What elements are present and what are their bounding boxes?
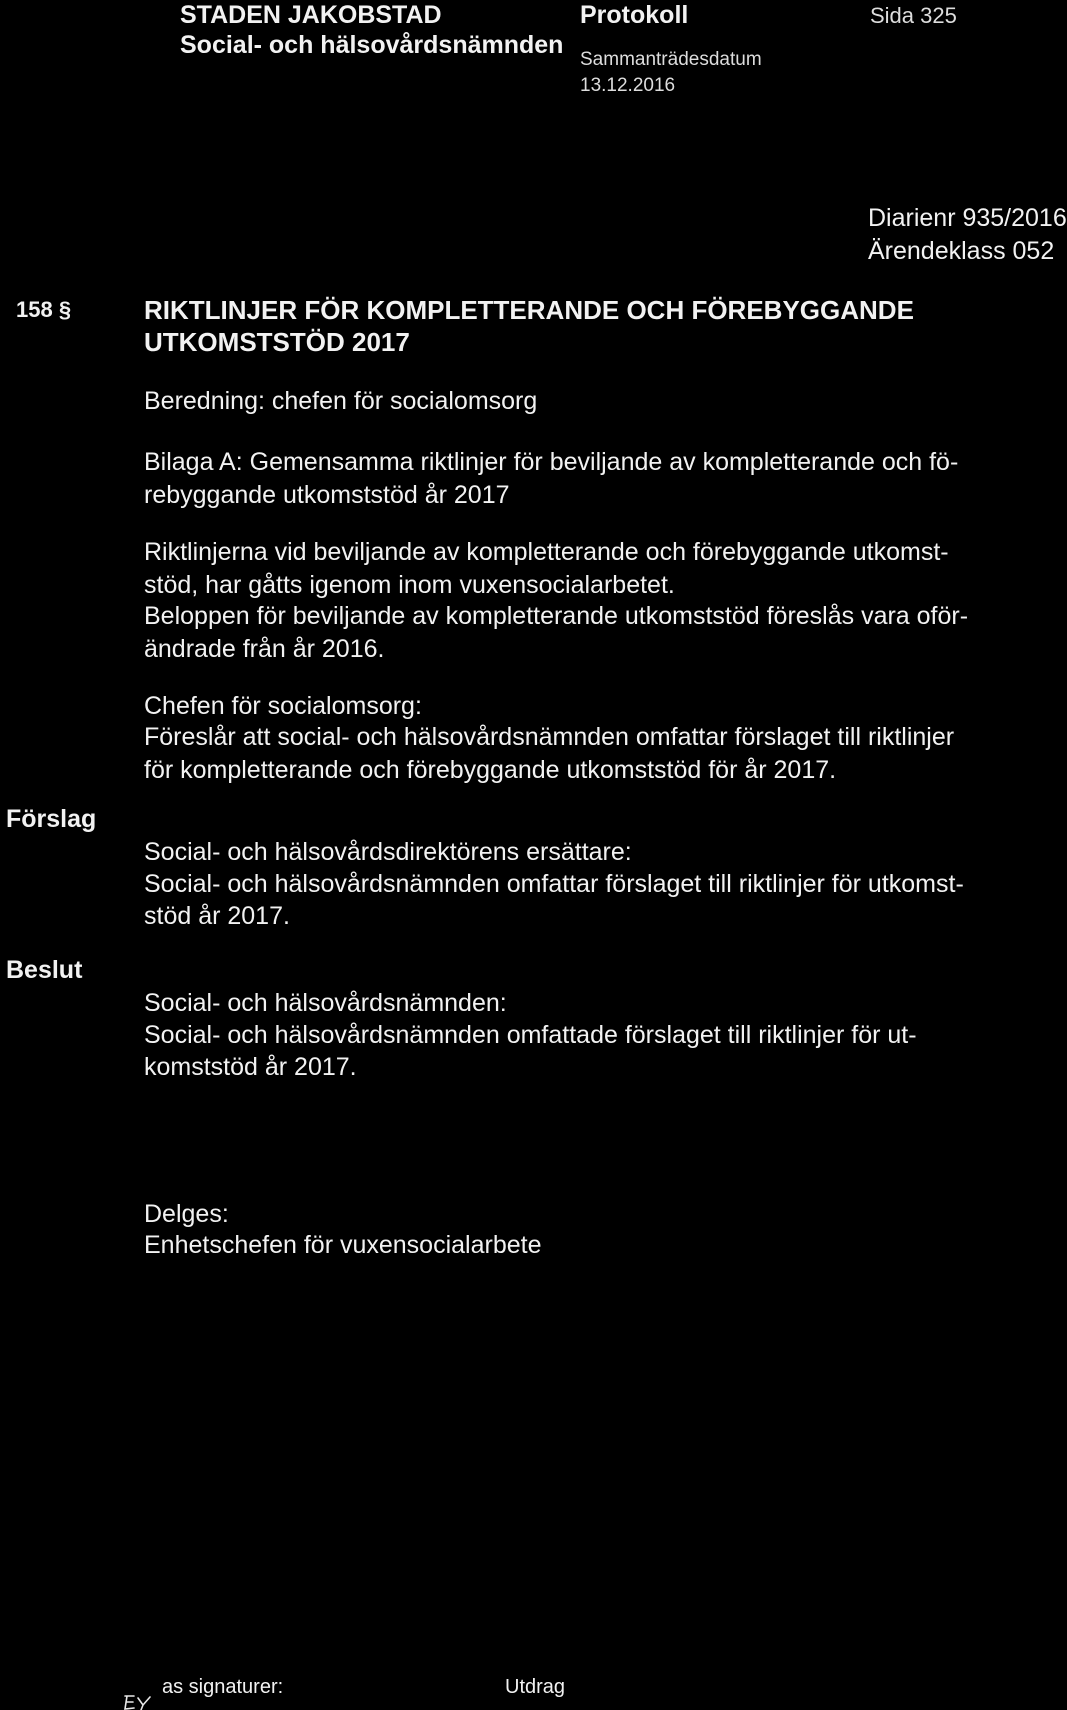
organization-name: STADEN JAKOBSTAD xyxy=(180,1,442,29)
chief-line-1: Föreslår att social- och hälsovårdsnämnden omfattar förslaget till riktlinjer xyxy=(144,723,955,751)
chief-line-2: för kompletterande och förebyggande utkomststöd för år 2017. xyxy=(144,756,837,784)
decision-margin-label: Beslut xyxy=(6,956,83,984)
case-class: Ärendeklass 052 xyxy=(868,237,1055,265)
appendix-line-2: rebyggande utkomststöd år 2017 xyxy=(144,481,510,509)
meeting-date: 13.12.2016 xyxy=(580,75,676,96)
appendix-line-1: Bilaga A: Gemensamma riktlinjer för beviljande av kompletterande och fö- xyxy=(144,448,959,476)
distribution-heading: Delges: xyxy=(144,1200,229,1228)
document-type: Protokoll xyxy=(580,1,689,29)
proposal-margin-label: Förslag xyxy=(6,805,97,833)
signatures-label: as signaturer: xyxy=(162,1676,284,1698)
chief-heading: Chefen för socialomsorg: xyxy=(144,692,422,720)
review-line-1: Riktlinjerna vid beviljande av kompletterande och förebyggande utkomst- xyxy=(144,538,949,566)
deputy-line-1: Social- och hälsovårdsnämnden omfattar förslaget till riktlinjer för utkomst- xyxy=(144,870,964,898)
preparation-line: Beredning: chefen för socialomsorg xyxy=(144,387,538,415)
review-line-2: stöd, har gåtts igenom inom vuxensocialarbetet. xyxy=(144,571,675,599)
amounts-line-1: Beloppen för beviljande av kompletterande utkomststöd föreslås vara oför- xyxy=(144,602,969,630)
board-line-1: Social- och hälsovårdsnämnden omfattade förslaget till riktlinjer för ut- xyxy=(144,1021,917,1049)
handwritten-initials xyxy=(122,1694,158,1710)
amounts-line-2: ändrade från år 2016. xyxy=(144,635,385,663)
section-title: RIKTLINJER FÖR KOMPLETTERANDE OCH FÖREBYGGANDE UTKOMSTSTÖD 2017 xyxy=(144,295,914,357)
board-name: Social- och hälsovårdsnämnden xyxy=(180,31,564,59)
board-line-2: komststöd år 2017. xyxy=(144,1053,357,1081)
board-heading: Social- och hälsovårdsnämnden: xyxy=(144,989,507,1017)
page-number: Sida 325 xyxy=(870,3,957,28)
distribution-recipient: Enhetschefen för vuxensocialarbete xyxy=(144,1231,542,1259)
extract-label: Utdrag xyxy=(505,1676,566,1698)
meeting-date-label: Sammanträdesdatum xyxy=(580,49,762,70)
diary-number: Diarienr 935/2016 xyxy=(868,204,1067,232)
section-number: 158 § xyxy=(16,297,72,322)
deputy-heading: Social- och hälsovårdsdirektörens ersättare: xyxy=(144,838,632,866)
deputy-line-2: stöd år 2017. xyxy=(144,902,290,930)
